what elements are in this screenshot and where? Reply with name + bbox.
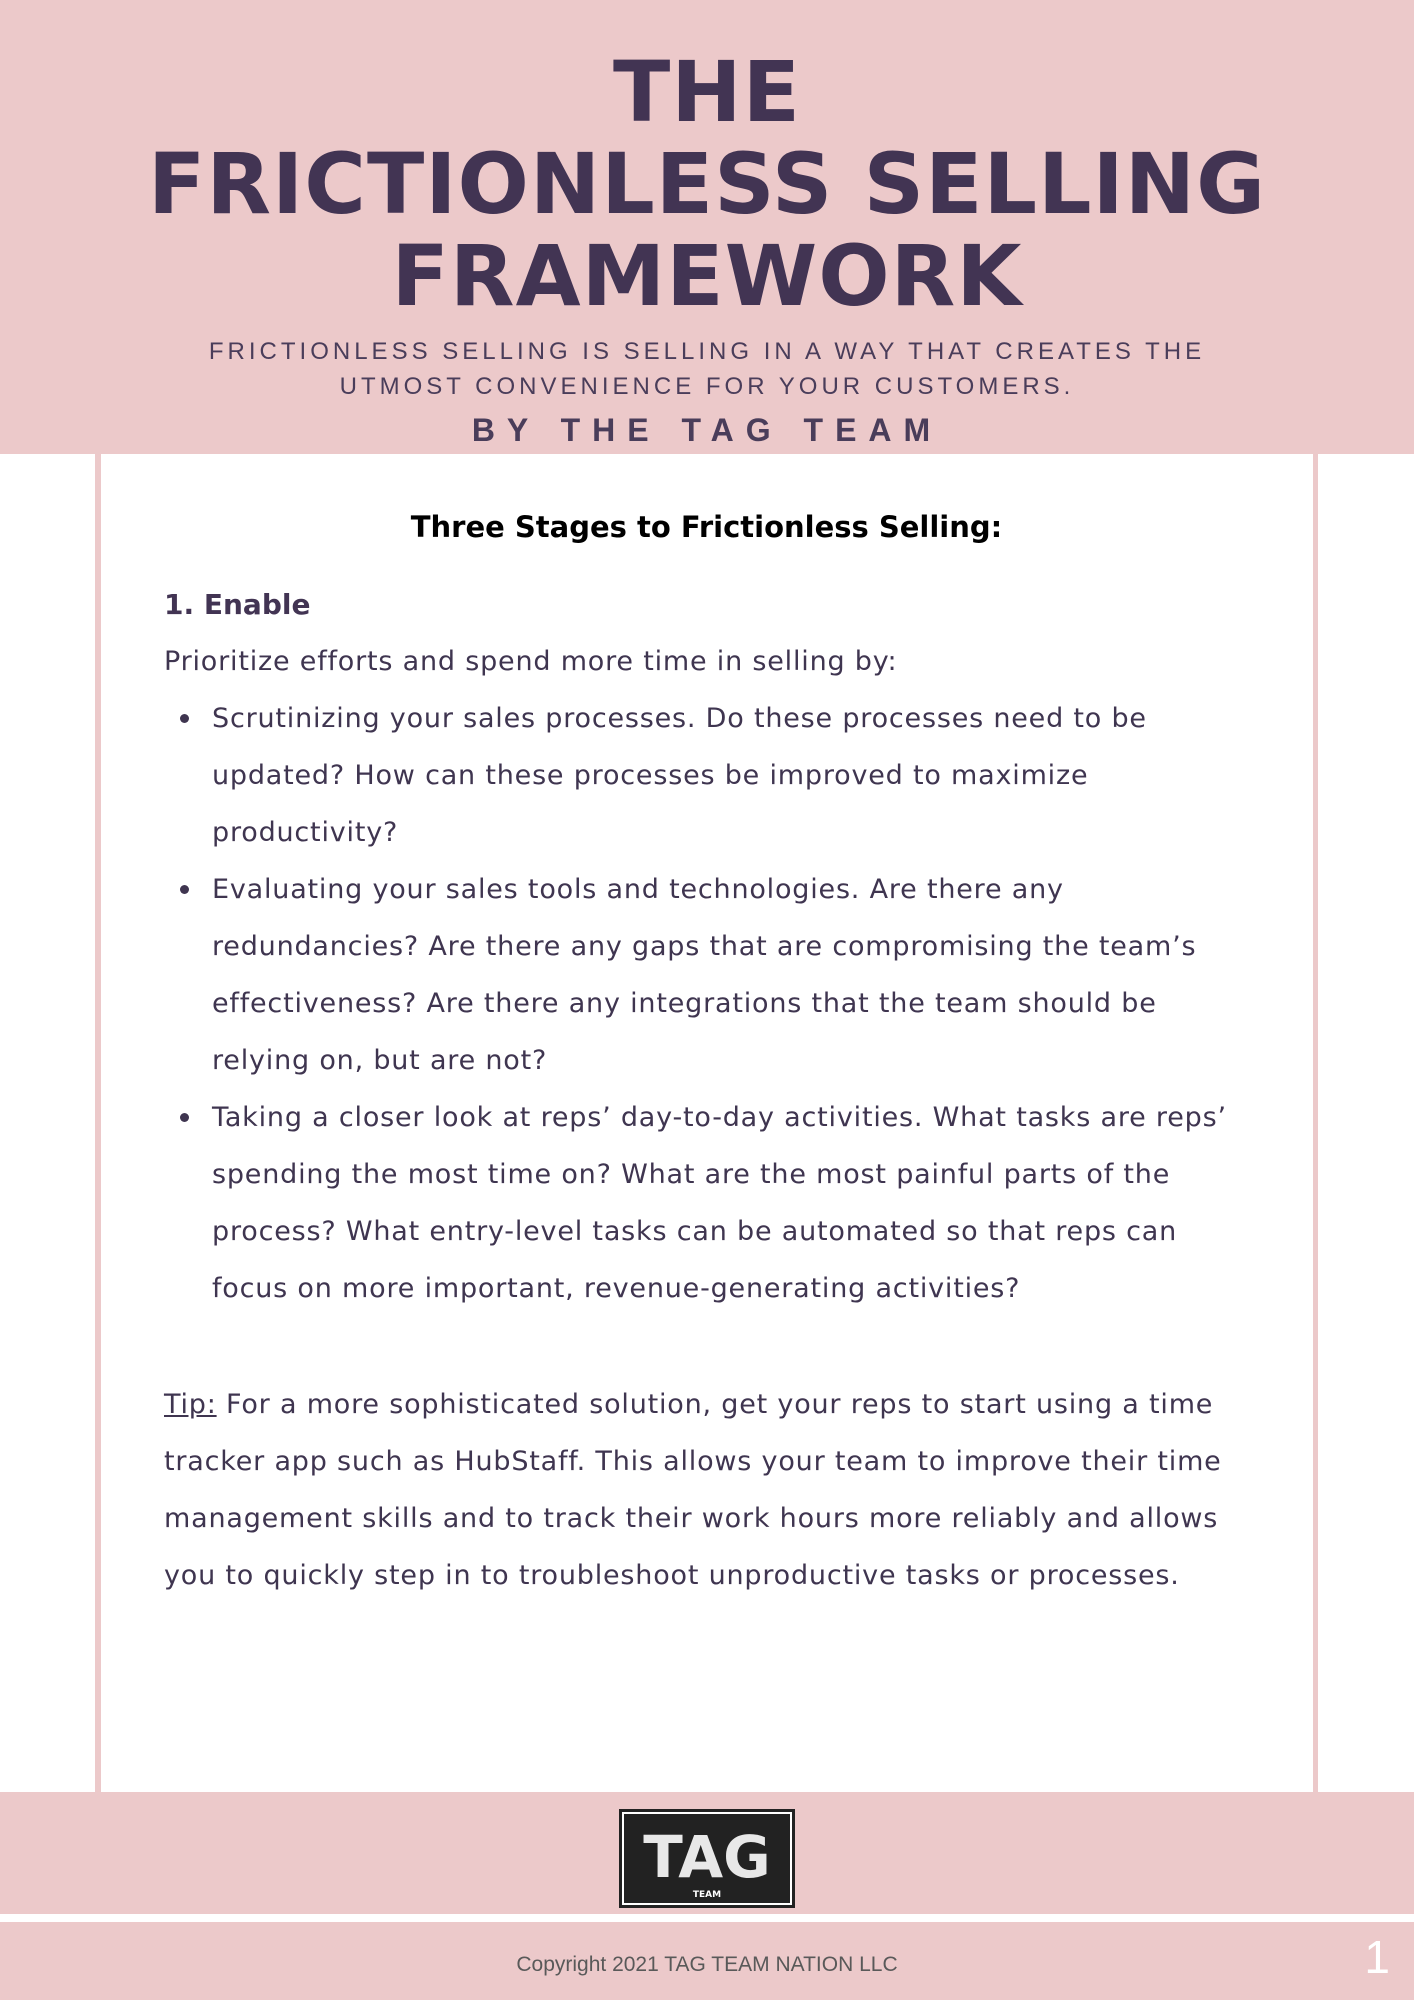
- header-band: [0, 0, 1414, 454]
- list-item-line: Scrutinizing your sales processes. Do these processes need to be: [212, 703, 1147, 734]
- tip-line: management skills and to track their work hours more reliably and allows: [164, 1503, 1219, 1534]
- tag-team-logo: [619, 1809, 795, 1908]
- list-item-line: effectiveness? Are there any integrations that the team should be: [212, 988, 1157, 1019]
- document-title: [0, 43, 1414, 325]
- list-item-line: productivity?: [212, 817, 399, 848]
- tip-line: you to quickly step in to troubleshoot unproductive tasks or processes.: [164, 1560, 1180, 1591]
- list-item-line: updated? How can these processes be improved to maximize: [212, 760, 1089, 791]
- subtitle: [180, 334, 1234, 404]
- title-line: THE: [613, 43, 801, 141]
- page-border-right: [1313, 454, 1318, 1794]
- bullet-icon: [180, 885, 189, 894]
- list-item: [164, 861, 1254, 1089]
- title-line: FRICTIONLESS SELLING: [147, 135, 1267, 233]
- list-item-line: redundancies? Are there any gaps that are compromising the team’s: [212, 931, 1197, 962]
- list-item-line: Taking a closer look at reps’ day-to-day activities. What tasks are reps’: [212, 1102, 1227, 1133]
- list-item-line: Evaluating your sales tools and technologies. Are there any: [212, 874, 1064, 905]
- tag-team-logo-icon: [619, 1809, 795, 1908]
- page-border-left: [95, 454, 101, 1794]
- list-item-line: process? What entry-level tasks can be automated so that reps can: [212, 1216, 1178, 1247]
- logo-wordmark: TAG: [643, 1823, 771, 1891]
- list-item-line: relying on, but are not?: [212, 1045, 548, 1076]
- byline: BY THE TAG TEAM: [471, 412, 943, 448]
- list-item-line: spending the most time on? What are the most painful parts of the: [212, 1159, 1171, 1190]
- bullet-icon: [180, 1113, 189, 1122]
- tip-label: Tip:: [164, 1389, 217, 1420]
- title-line: FRAMEWORK: [391, 227, 1023, 325]
- list-item: [164, 690, 1254, 861]
- tip-line: tracker app such as HubStaff. This allows your team to improve their time: [164, 1446, 1222, 1477]
- logo-subtext: TEAM: [692, 1890, 722, 1900]
- tip-line: [164, 1376, 1264, 1433]
- bullet-list: [164, 690, 1254, 1317]
- subtitle-line: UTMOST CONVENIENCE FOR YOUR CUSTOMERS.: [339, 373, 1075, 400]
- page-number: 1: [1364, 1931, 1390, 1983]
- tip-text: For a more sophisticated solution, get your reps to start using a time: [216, 1389, 1214, 1420]
- subtitle-line: FRICTIONLESS SELLING IS SELLING IN A WAY THAT CREATES THE: [208, 338, 1206, 365]
- section-heading: Three Stages to Frictionless Selling:: [410, 510, 1003, 544]
- list-item-line: focus on more important, revenue-generating activities?: [212, 1273, 1021, 1304]
- bullet-icon: [180, 714, 189, 723]
- tip-paragraph: [164, 1376, 1264, 1604]
- stage-heading: 1. Enable: [164, 588, 311, 621]
- footer-divider: [0, 1914, 1414, 1922]
- list-item: [164, 1089, 1254, 1317]
- copyright-text: Copyright 2021 TAG TEAM NATION LLC: [516, 1953, 898, 1976]
- intro-text: Prioritize efforts and spend more time in selling by:: [164, 646, 898, 677]
